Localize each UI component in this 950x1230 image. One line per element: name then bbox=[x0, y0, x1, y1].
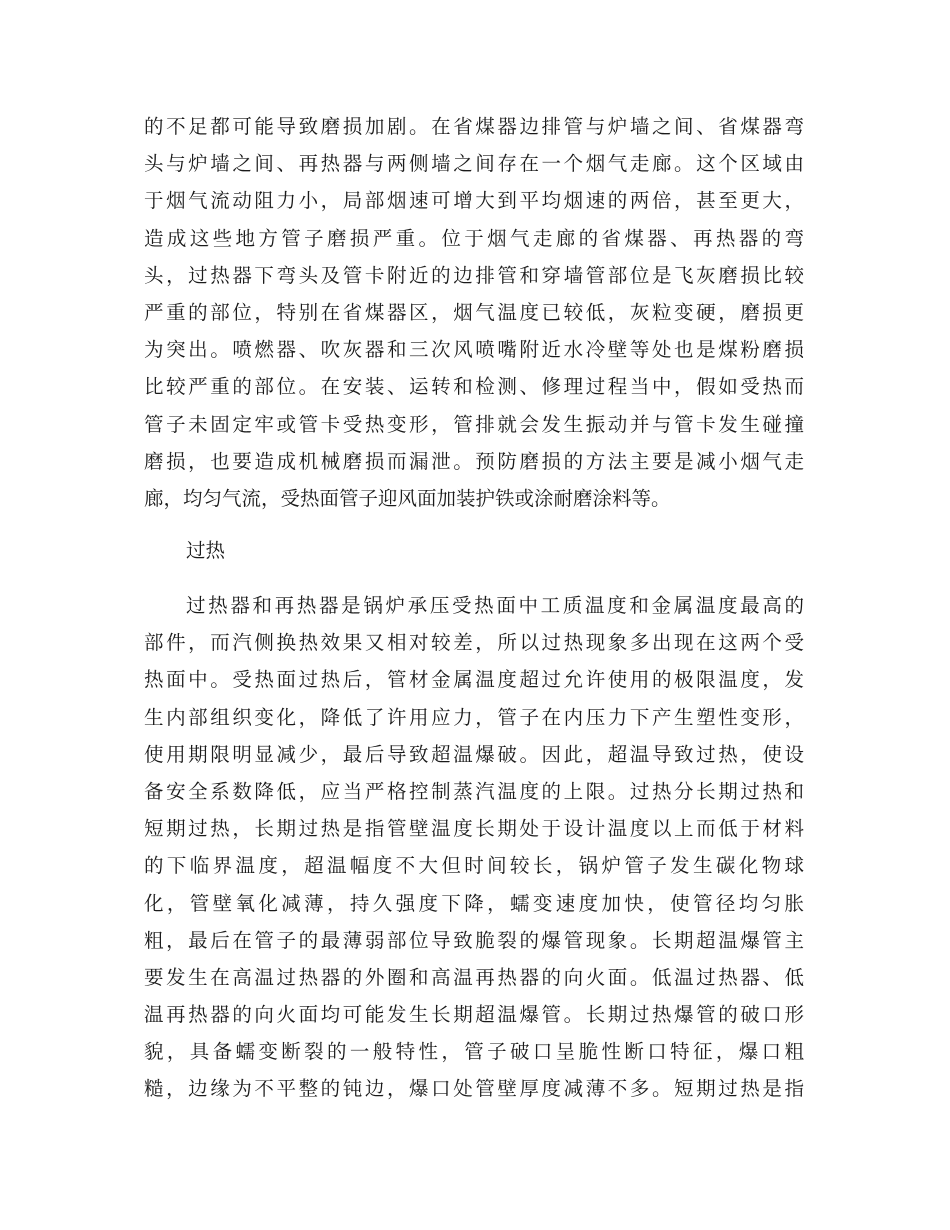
paragraph-line: 头，过热器下弯头及管卡附近的边排管和穿墙管部位是飞灰磨损比较 bbox=[144, 263, 804, 287]
paragraph-line: 貌，具备蠕变断裂的一般特性，管子破口呈脆性断口特征，爆口粗 bbox=[144, 1040, 804, 1064]
paragraph-line: 的不足都可能导致磨损加剧。在省煤器边排管与炉墙之间、省煤器弯 bbox=[144, 115, 804, 138]
paragraph-line: 备安全系数降低，应当严格控制蒸汽温度的上限。过热分长期过热和 bbox=[144, 779, 804, 803]
paragraph-line: 部件，而汽侧换热效果又相对较差，所以过热现象多出现在这两个受 bbox=[144, 631, 804, 655]
paragraph-line: 为突出。喷燃器、吹灰器和三次风喷嘴附近水冷壁等处也是煤粉磨损 bbox=[144, 338, 804, 362]
paragraph-overheating bbox=[144, 587, 804, 1108]
paragraph-line: 温再热器的向火面均可能发生长期超温爆管。长期过热爆管的破口形 bbox=[144, 1003, 804, 1027]
paragraph-line: 廊，均匀气流，受热面管子迎风面加装护铁或涂耐磨涂料等。 bbox=[144, 486, 671, 510]
section-heading-text: 过热 bbox=[186, 539, 226, 562]
paragraph-line: 于烟气流动阻力小，局部烟速可增大到平均烟速的两倍，甚至更大， bbox=[144, 189, 804, 213]
paragraph-line: 粗，最后在管子的最薄弱部位导致脆裂的爆管现象。长期超温爆管主 bbox=[144, 928, 804, 952]
paragraph-line: 使用期限明显减少，最后导致超温爆破。因此，超温导致过热，使设 bbox=[144, 742, 804, 766]
paragraph-line: 比较严重的部位。在安装、运转和检测、修理过程当中，假如受热而 bbox=[144, 375, 804, 399]
paragraph-line: 短期过热，长期过热是指管壁温度长期处于设计温度以上而低于材料 bbox=[144, 817, 804, 841]
paragraph-line: 生内部组织变化，降低了许用应力，管子在内压力下产生塑性变形， bbox=[144, 705, 804, 729]
paragraph-line: 的下临界温度，超温幅度不大但时间较长，锅炉管子发生碳化物球 bbox=[144, 854, 804, 878]
paragraph-line: 过热器和再热器是锅炉承压受热面中工质温度和金属温度最高的 bbox=[186, 594, 804, 617]
paragraph-line: 严重的部位，特别在省煤器区，烟气温度已较低，灰粒变硬，磨损更 bbox=[144, 300, 804, 324]
paragraph-line: 热面中。受热面过热后，管材金属温度超过允许使用的极限温度，发 bbox=[144, 668, 804, 692]
section-heading bbox=[144, 532, 804, 569]
paragraph-wear bbox=[144, 108, 804, 517]
paragraph-line: 要发生在高温过热器的外圈和高温再热器的向火面。低温过热器、低 bbox=[144, 965, 804, 989]
paragraph-line: 管子未固定牢或管卡受热变形，管排就会发生振动并与管卡发生碰撞 bbox=[144, 412, 804, 436]
paragraph-line: 造成这些地方管子磨损严重。位于烟气走廊的省煤器、再热器的弯 bbox=[144, 226, 804, 250]
paragraph-line: 头与炉墙之间、再热器与两侧墙之间存在一个烟气走廊。这个区域由 bbox=[144, 152, 804, 176]
paragraph-line: 化，管壁氧化减薄，持久强度下降，蠕变速度加快，使管径均匀胀 bbox=[144, 891, 804, 915]
paragraph-line: 磨损，也要造成机械磨损而漏泄。预防磨损的方法主要是减小烟气走 bbox=[144, 449, 804, 473]
paragraph-line: 糙，边缘为不平整的钝边，爆口处管壁厚度减薄不多。短期过热是指 bbox=[144, 1077, 804, 1101]
